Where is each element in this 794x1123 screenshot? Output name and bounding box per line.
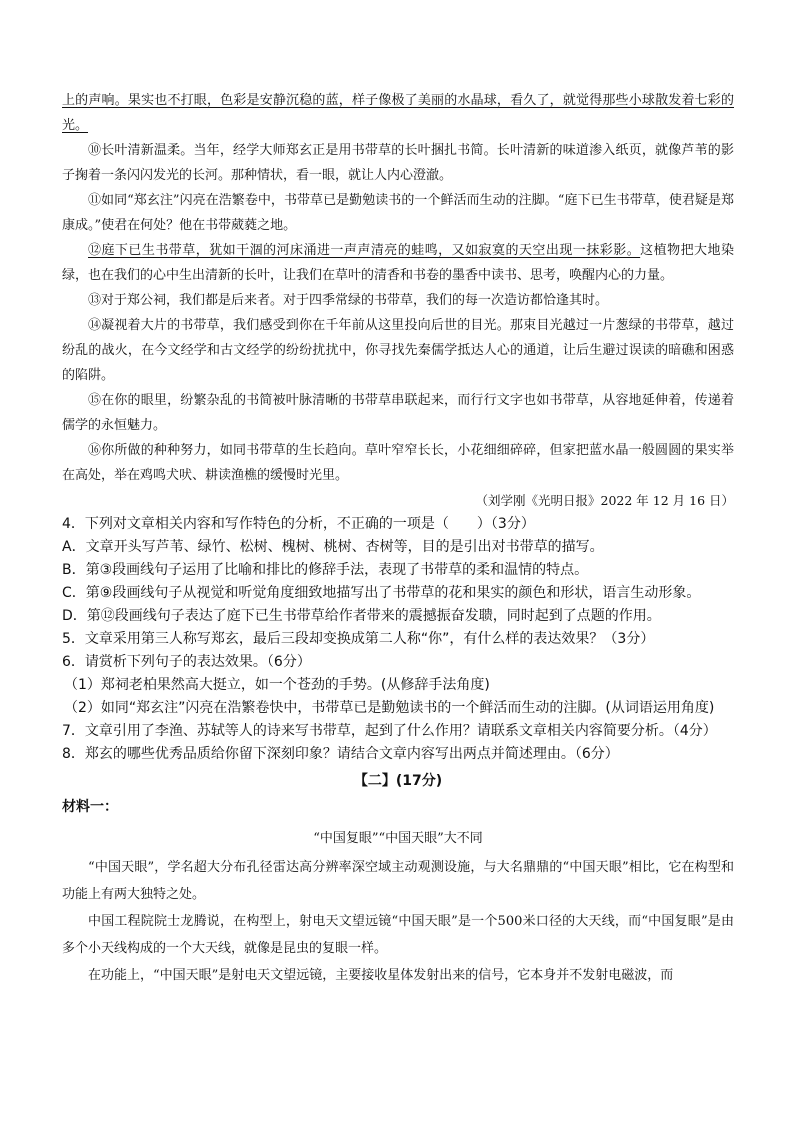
question-6-part-2: （2）如同“郑玄注”闪亮在浩繁卷快中，书带草已是勤勉读书的一个鲜活而生动的注脚。(从词语运用角度) bbox=[64, 700, 715, 716]
passage-paragraph-15: ⑮在你的眼里，纷繁杂乱的书简被叶脉清晰的书带草串联起来，而行行文字也如书带草，从容地延伸着，传递着儒学的永恒魅力。 bbox=[62, 393, 734, 433]
passage-paragraph-14: ⑭凝视着大片的书带草，我们感受到你在千年前从这里投向后世的目光。那束目光越过一片葱绿的书带草，越过纷乱的战火，在今文经学和古文经学的纷纷扰扰中，你寻找先秦儒学抵达人心的通道，让后生避过误读的暗礁和困惑的陷阱。 bbox=[62, 318, 734, 383]
passage-source: （刘学刚《光明日报》2022 年 12 月 16 日） bbox=[475, 493, 734, 508]
material-paragraph-1: “中国天眼”，学名超大分布孔径雷达高分辨率深空域主动观测设施，与大名鼎鼎的“中国天眼”相比，它在构型和功能上有两大独特之处。 bbox=[62, 860, 734, 902]
question-6-part-1: （1）郑祠老柏果然高大挺立，如一个苍劲的手势。(从修辞手法角度) bbox=[64, 677, 490, 693]
passage-paragraph-11: ⑪如同“郑玄注”闪亮在浩繁卷中，书带草已是勤勉读书的一个鲜活而生动的注脚。“庭下已生书带草，使君疑是郑康成。”使君在何处？他在书带葳蕤之地。 bbox=[62, 193, 734, 233]
underlined-sentence: 上的声响。果实也不打眼，色彩是安静沉稳的蓝，样子像极了美丽的水晶球，看久了，就觉得那些小球散发着七彩的光。 bbox=[62, 93, 734, 133]
question-4-option-a: A．文章开头写芦苇、绿竹、松树、槐树、桃树、杏树等，目的是引出对书带草的描写。 bbox=[62, 539, 604, 555]
question-4: 4．下列对文章相关内容和写作特色的分析，不正确的一项是（ ）（3分） bbox=[62, 516, 535, 532]
question-6: 6．请赏析下列句子的表达效果。（6分） bbox=[62, 654, 311, 670]
passage-paragraph-12 bbox=[62, 238, 734, 288]
material-label: 材料一： bbox=[62, 799, 118, 815]
material-title: “中国复眼”“中国天眼”大不同 bbox=[313, 831, 483, 846]
question-7: 7．文章引用了李渔、苏轼等人的诗来写书带草，起到了什么作用？请联系文章相关内容简要分析。（4分） bbox=[62, 723, 717, 739]
material-paragraph-3: 在功能上，“中国天眼”是射电天文望远镜，主要接收星体发射出来的信号，它本身并不发射电磁波，而 bbox=[88, 968, 674, 983]
passage-paragraph-13: ⑬对于郑公祠，我们都是后来者。对于四季常绿的书带草，我们的每一次造访都恰逢其时。 bbox=[88, 293, 609, 308]
question-4-option-c: C．第⑨段画线句子从视觉和听觉角度细致地描写出了书带草的花和果实的颜色和形状，语言生动形象。 bbox=[62, 585, 701, 601]
passage-paragraph-10: ⑩长叶清新温柔。当年，经学大师郑玄正是用书带草的长叶捆扎书简。长叶清新的味道渗入纸页，就像芦苇的影子掬着一条闪闪发光的长河。那种情状，看一眼，就让人内心澄澈。 bbox=[62, 143, 734, 183]
underlined-sentence: ⑫庭下已生书带草，犹如干涸的河床涌进一声声清亮的蛙鸣，又如寂寞的天空出现一抹彩影。 bbox=[88, 243, 641, 258]
question-4-option-b: B．第③段画线句子运用了比喻和排比的修辞手法，表现了书带草的柔和温情的特点。 bbox=[62, 562, 589, 578]
question-5: 5．文章采用第三人称写郑玄，最后三段却变换成第二人称“你”，有什么样的表达效果？（3分） bbox=[62, 631, 655, 647]
material-paragraph-2: 中国工程院院士龙腾说，在构型上，射电天文望远镜“中国天眼”是一个500米口径的大天线，而“中国复眼”是由多个小天线构成的一个大天线，就像是昆虫的复眼一样。 bbox=[62, 914, 734, 956]
passage-paragraph-16: ⑯你所做的种种努力，如同书带草的生长趋向。草叶窄窄长长，小花细细碎碎，但家把蓝水晶一般圆圆的果实举在高处，举在鸡鸣犬吠、耕读渔樵的缓慢时光里。 bbox=[62, 443, 734, 483]
document-page bbox=[62, 88, 734, 989]
section-heading: 【二】(17分) bbox=[353, 773, 443, 789]
paragraph-text: 这植物把大地染绿，也在我们的心中生出清新的长叶，让我们在草叶的清香和书卷的墨香中读书、思考，唤醒内心的力量。 bbox=[62, 243, 734, 283]
question-4-option-d: D．第⑫段画线句子表达了庭下已生书带草给作者带来的震撼振奋发聩，同时起到了点题的作用。 bbox=[62, 608, 661, 624]
passage-paragraph-9-tail bbox=[62, 88, 734, 138]
question-8: 8．郑玄的哪些优秀品质给你留下深刻印象？请结合文章内容写出两点并简述理由。（6分） bbox=[62, 746, 619, 762]
